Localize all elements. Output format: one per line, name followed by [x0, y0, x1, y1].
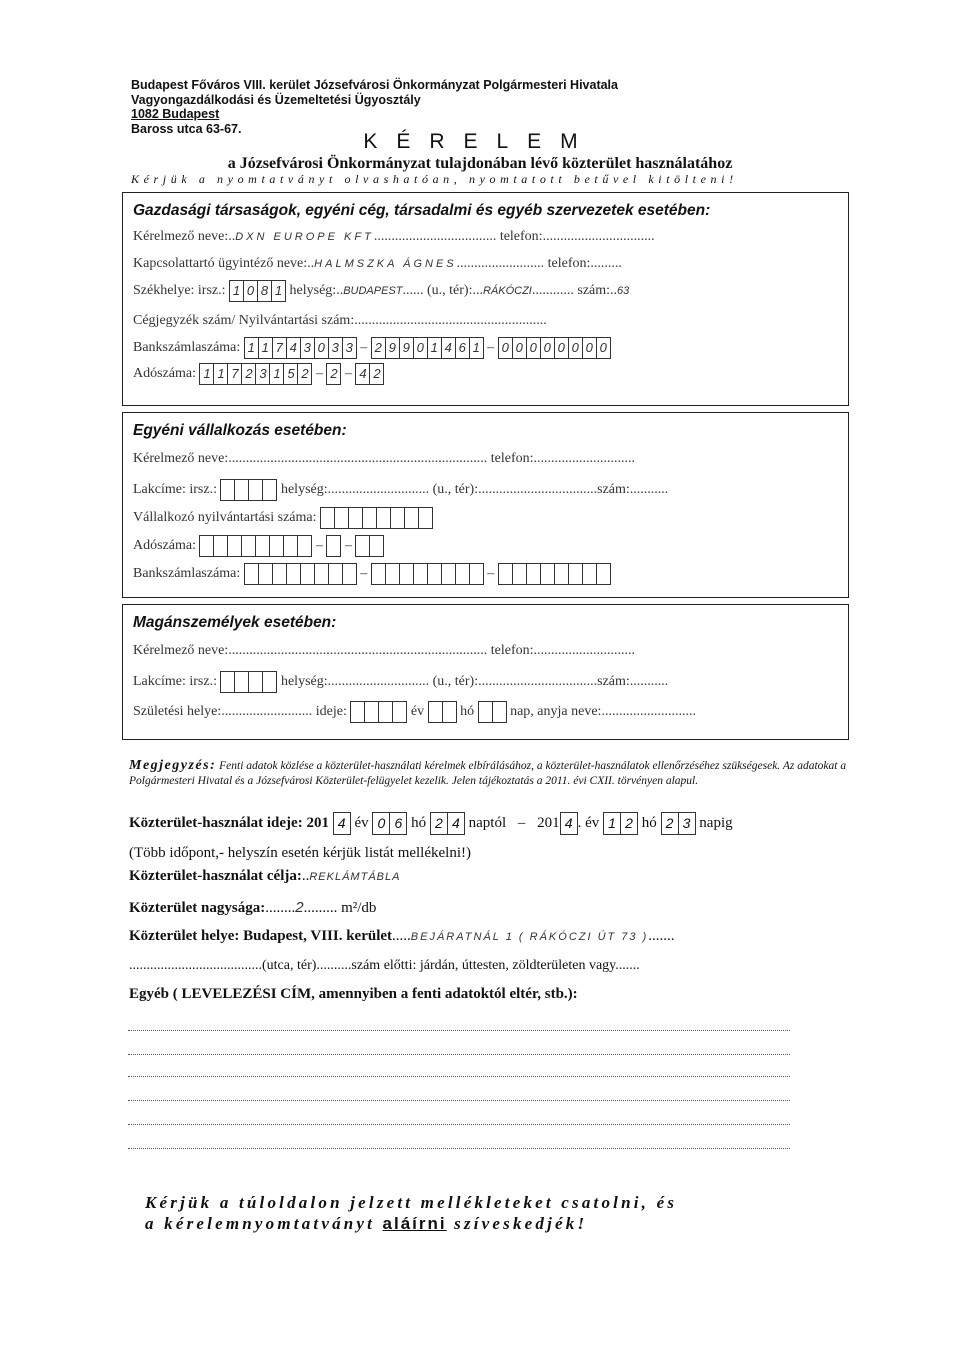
private-month-label: hó	[460, 704, 475, 720]
digit-cell[interactable]	[284, 535, 298, 557]
digit-cell[interactable]	[391, 507, 405, 529]
digit-cell[interactable]	[569, 563, 583, 585]
other-line-4[interactable]	[128, 1100, 790, 1101]
usage-start-day-cells[interactable]	[430, 812, 465, 835]
sole-tax-group3[interactable]	[355, 535, 384, 557]
digit-cell[interactable]	[371, 563, 386, 585]
usage-end-month-cells[interactable]	[603, 812, 638, 835]
company-bank-group3[interactable]	[498, 337, 611, 359]
company-applicant-label: Kérelmező neve:	[133, 229, 229, 244]
form-instruction: Kérjük a nyomtatványt olvashatóan, nyomtatott betűvel kitölteni!	[131, 172, 738, 186]
usage-surface-label: szám előtti: járdán, úttesten, zöldterületen vagy	[351, 958, 616, 973]
digit-cell[interactable]	[379, 701, 393, 723]
section-sole-title: Egyéni vállalkozás esetében:	[133, 422, 347, 439]
company-bank-label: Bankszámlaszáma:	[133, 340, 241, 356]
company-seat-row: Székhelye: irsz.: 1 0 8 1 helység:..BUDAPEST...... (u., tér):...RÁKÓCZI............ szám:..63	[133, 280, 629, 302]
company-tax-group2[interactable]	[326, 363, 341, 385]
digit-cell[interactable]: 0	[569, 337, 583, 359]
digit-cell[interactable]	[541, 563, 555, 585]
digit-cell[interactable]: 2	[242, 363, 256, 385]
digit-cell[interactable]	[320, 507, 335, 529]
digit-cell[interactable]: 1	[428, 337, 442, 359]
digit-cell[interactable]: 1	[270, 363, 284, 385]
digit-cell[interactable]	[326, 535, 341, 557]
sole-registry-cells[interactable]	[320, 507, 433, 529]
digit-cell[interactable]	[583, 563, 597, 585]
digit-cell[interactable]: 4	[355, 363, 370, 385]
digit-cell[interactable]	[393, 701, 407, 723]
usage-date-row	[129, 812, 733, 835]
other-line-2[interactable]	[128, 1054, 790, 1055]
usage-end-day-cells[interactable]	[661, 812, 696, 835]
sole-bank-group1[interactable]	[244, 563, 357, 585]
private-postcode-cells[interactable]	[220, 671, 277, 693]
digit-cell[interactable]: 3	[329, 337, 343, 359]
company-applicant-value[interactable]: DXN EUROPE KFT	[235, 231, 374, 243]
section-company-title: Gazdasági társaságok, egyéni cég, társadalmi és egyéb szervezetek esetében:	[133, 202, 711, 219]
digit-cell[interactable]	[386, 563, 400, 585]
sole-tax-group1[interactable]	[199, 535, 312, 557]
digit-cell[interactable]: 2	[298, 363, 312, 385]
company-number-value[interactable]: 63	[617, 285, 630, 298]
footer-line1: Kérjük a túloldalon jelzett mellékleteket csatolni, és	[145, 1193, 678, 1212]
digit-cell[interactable]	[365, 701, 379, 723]
other-line-6[interactable]	[128, 1148, 790, 1149]
usage-end-month-label: hó	[641, 814, 657, 831]
usage-year-label: év	[354, 814, 369, 831]
digit-cell[interactable]: 1	[470, 337, 484, 359]
sole-registry-row	[133, 507, 433, 529]
header-line2: Vagyongazdálkodási és Üzemeltetési Ügyosztály	[131, 92, 421, 107]
usage-from-label: naptól	[468, 814, 507, 831]
digit-cell[interactable]	[470, 563, 484, 585]
digit-cell[interactable]	[220, 479, 235, 501]
digit-cell[interactable]	[335, 507, 349, 529]
digit-cell[interactable]	[597, 563, 611, 585]
digit-cell[interactable]	[443, 701, 457, 723]
company-street-value[interactable]: RÁKÓCZI	[482, 285, 532, 298]
usage-size-row: Közterület nagysága:........2......... m²/db	[129, 899, 377, 916]
digit-cell[interactable]	[349, 507, 363, 529]
digit-cell[interactable]	[249, 479, 263, 501]
sole-city-label: helység:	[280, 482, 328, 498]
digit-cell[interactable]: 2	[430, 812, 448, 835]
private-address-label: Lakcíme: irsz.:	[133, 674, 217, 690]
private-street-label: (u., tér):	[432, 674, 479, 690]
digit-cell[interactable]: 2	[661, 812, 679, 835]
digit-cell[interactable]: 4	[287, 337, 301, 359]
digit-cell[interactable]: 0	[527, 337, 541, 359]
usage-date-label: Közterület-használat ideje: 201	[129, 814, 329, 831]
sole-applicant-label: Kérelmező neve:	[133, 451, 229, 466]
digit-cell[interactable]	[555, 563, 569, 585]
digit-cell[interactable]	[329, 563, 343, 585]
digit-cell[interactable]	[428, 701, 443, 723]
digit-cell[interactable]	[263, 479, 277, 501]
digit-cell[interactable]: 0	[555, 337, 569, 359]
company-contact-value[interactable]: HALMSZKA ÁGNES	[314, 258, 457, 270]
company-number-label: szám:	[577, 283, 611, 299]
private-birth-day-cells[interactable]	[478, 701, 507, 723]
other-line-3[interactable]	[128, 1076, 790, 1077]
digit-cell[interactable]	[478, 701, 493, 723]
digit-cell[interactable]: 0	[244, 280, 258, 302]
digit-cell[interactable]	[287, 563, 301, 585]
privacy-note	[129, 758, 849, 789]
usage-location-row: Közterület helye: Budapest, VIII. kerület.....BEJÁRATNÁL 1 ( RÁKÓCZI ÚT 73 ).......	[129, 928, 675, 944]
footer-text	[145, 1192, 677, 1234]
sole-number-label: szám:	[597, 482, 630, 498]
usage-month-label: hó	[411, 814, 427, 831]
sole-bank-row: Bankszámlaszáma: – –	[133, 563, 611, 585]
digit-cell[interactable]	[249, 671, 263, 693]
digit-cell[interactable]: 2	[371, 337, 386, 359]
section-company	[122, 192, 849, 406]
header-line4: Baross utca 63-67.	[131, 121, 242, 136]
digit-cell[interactable]	[363, 507, 377, 529]
private-birth-month-cells[interactable]	[428, 701, 457, 723]
digit-cell[interactable]	[235, 671, 249, 693]
digit-cell[interactable]: 4	[333, 812, 351, 835]
digit-cell[interactable]	[343, 563, 357, 585]
usage-end-year-cells[interactable]	[560, 812, 578, 835]
digit-cell[interactable]	[456, 563, 470, 585]
usage-location-value[interactable]: BEJÁRATNÁL 1 ( RÁKÓCZI ÚT 73 )	[410, 931, 649, 943]
private-address-row: Lakcíme: irsz.: helység:............................. (u., tér):..................................szám:...........	[133, 671, 668, 693]
private-year-label: év	[410, 704, 425, 720]
digit-cell[interactable]: 9	[400, 337, 414, 359]
digit-cell[interactable]: 6	[390, 812, 407, 835]
sole-bank-label: Bankszámlaszáma:	[133, 566, 241, 582]
digit-cell[interactable]: 6	[456, 337, 470, 359]
digit-cell[interactable]	[498, 563, 513, 585]
usage-purpose-label: Közterület-használat célja:	[129, 868, 302, 884]
company-postcode-cells[interactable]	[229, 280, 286, 302]
sole-registry-label: Vállalkozó nyilvántartási száma:	[133, 510, 317, 526]
digit-cell[interactable]: 1	[229, 280, 244, 302]
private-phone-label: telefon:	[490, 643, 534, 658]
private-birthdate-label: ideje:	[315, 704, 347, 720]
digit-cell[interactable]	[220, 671, 235, 693]
usage-street-label: (utca, tér)	[262, 958, 317, 973]
company-tax-label: Adószáma:	[133, 366, 196, 382]
digit-cell[interactable]	[301, 563, 315, 585]
digit-cell[interactable]: 3	[679, 812, 696, 835]
usage-end-year-label: . év	[577, 814, 600, 831]
sole-bank-group3[interactable]	[498, 563, 611, 585]
usage-purpose-value[interactable]: REKLÁMTÁBLA	[309, 871, 401, 883]
sole-bank-group2[interactable]	[371, 563, 484, 585]
digit-cell[interactable]	[244, 563, 259, 585]
digit-cell[interactable]: 1	[199, 363, 214, 385]
digit-cell[interactable]	[527, 563, 541, 585]
usage-size-label: Közterület nagysága:	[129, 900, 266, 916]
digit-cell[interactable]	[400, 563, 414, 585]
digit-cell[interactable]: 4	[448, 812, 465, 835]
private-birth-row: Születési helye:.......................... ideje: év hó nap, anyja neve:...........................	[133, 701, 696, 723]
company-seat-label: Székhelye: irsz.:	[133, 283, 226, 299]
digit-cell[interactable]: 2	[326, 363, 341, 385]
company-bank-group2[interactable]	[371, 337, 484, 359]
usage-location-label: Közterület helye: Budapest, VIII. kerület	[129, 928, 393, 944]
usage-purpose-row: Közterület-használat célja:..REKLÁMTÁBLA	[129, 868, 401, 884]
digit-cell[interactable]	[235, 479, 249, 501]
digit-cell[interactable]: 9	[386, 337, 400, 359]
digit-cell[interactable]	[370, 535, 384, 557]
usage-size-value[interactable]: 2	[295, 899, 304, 916]
usage-multi-note: (Több időpont,- helyszín esetén kérjük listát mellékelni!)	[129, 845, 471, 861]
company-registry-label: Cégjegyzék szám/ Nyilvántartási szám:	[133, 313, 355, 328]
company-contact-row: Kapcsolattartó ügyintéző neve:..HALMSZKA ÁGNES......................... telefon:.........	[133, 256, 622, 271]
other-line-1[interactable]	[128, 1030, 790, 1031]
digit-cell[interactable]	[405, 507, 419, 529]
usage-street-row: ......................................(utca, tér)..........szám előtti: járdán, úttesten, zöldterületen vagy.......	[129, 958, 640, 973]
sole-address-row: Lakcíme: irsz.: helység:............................. (u., tér):..................................szám:...........	[133, 479, 668, 501]
usage-dash: –	[517, 814, 526, 831]
sole-postcode-cells[interactable]	[220, 479, 277, 501]
private-applicant-row: Kérelmező neve:.......................................................................... telefon:.............................	[133, 643, 635, 658]
digit-cell[interactable]	[377, 507, 391, 529]
usage-start-year-cells[interactable]	[333, 812, 351, 835]
digit-cell[interactable]	[214, 535, 228, 557]
digit-cell[interactable]: 3	[343, 337, 357, 359]
digit-cell[interactable]: 1	[603, 812, 621, 835]
digit-cell[interactable]: 1	[244, 337, 259, 359]
usage-size-unit: m²/db	[341, 900, 377, 916]
digit-cell[interactable]: 2	[370, 363, 384, 385]
company-city-label: helység:	[289, 283, 337, 299]
private-city-label: helység:	[280, 674, 328, 690]
sole-phone-label: telefon:	[490, 451, 534, 466]
company-tax-group1[interactable]	[199, 363, 312, 385]
digit-cell[interactable]: 0	[498, 337, 513, 359]
company-street-label: (u., tér):	[426, 283, 473, 299]
digit-cell[interactable]	[414, 563, 428, 585]
private-birthplace-label: Születési helye:	[133, 704, 222, 720]
section-private-title: Magánszemélyek esetében:	[133, 614, 337, 631]
digit-cell[interactable]	[419, 507, 433, 529]
digit-cell[interactable]	[273, 563, 287, 585]
note-text: Fenti adatok közlése a közterület-használati kérelmek elbírálásához, a közterület-használatok ellenőrzéséhez szükségesek. Az adatokat a Polgármesteri Hivatal és a Józsefvárosi Közterület-felügyelet kezelik. Jelen tájékoztatás a 2011. évi CXII. törvényen alapul.	[129, 760, 847, 787]
company-registry-row: Cégjegyzék szám/ Nyilvántartási szám:.......................................................	[133, 313, 547, 328]
sole-street-label: (u., tér):	[432, 482, 479, 498]
sole-address-label: Lakcíme: irsz.:	[133, 482, 217, 498]
digit-cell[interactable]: 0	[372, 812, 390, 835]
sole-tax-group2[interactable]	[326, 535, 341, 557]
header-line1: Budapest Főváros VIII. kerület Józsefvárosi Önkormányzat Polgármesteri Hivatala	[131, 78, 618, 92]
private-applicant-label: Kérelmező neve:	[133, 643, 229, 658]
digit-cell[interactable]: 5	[284, 363, 298, 385]
section-sole-proprietor	[122, 412, 849, 598]
footer-line2-part3: szíveskedjék!	[454, 1214, 588, 1233]
private-number-label: szám:	[597, 674, 630, 690]
digit-cell[interactable]: 8	[258, 280, 272, 302]
footer-sign-word: aláírni	[382, 1214, 447, 1233]
digit-cell[interactable]: 7	[228, 363, 242, 385]
footer-line2	[145, 1213, 677, 1234]
sole-applicant-row: Kérelmező neve:.......................................................................... telefon:.............................	[133, 451, 635, 466]
company-tax-row: Adószáma: 1 1 7 2 3 1 5 2 – 2 – 4 2	[133, 363, 384, 385]
sole-tax-row: Adószáma: – –	[133, 535, 384, 557]
digit-cell[interactable]	[442, 563, 456, 585]
digit-cell[interactable]: 2	[621, 812, 638, 835]
digit-cell[interactable]: 3	[301, 337, 315, 359]
form-title: KÉRELEM	[363, 130, 597, 153]
digit-cell[interactable]	[513, 563, 527, 585]
company-bank-group1[interactable]	[244, 337, 357, 359]
digit-cell[interactable]: 7	[273, 337, 287, 359]
footer-line2-part1: a kérelemnyomtatványt	[145, 1214, 376, 1233]
digit-cell[interactable]: 3	[256, 363, 270, 385]
sole-tax-label: Adószáma:	[133, 538, 196, 554]
company-city-value[interactable]: BUDAPEST	[343, 285, 403, 298]
usage-other-label: Egyéb ( LEVELEZÉSI CÍM, amennyiben a fenti adatoktól eltér, stb.):	[129, 986, 578, 1002]
digit-cell[interactable]: 1	[259, 337, 273, 359]
company-contact-phone-label: telefon:	[547, 256, 591, 271]
digit-cell[interactable]	[228, 535, 242, 557]
digit-cell[interactable]: 1	[214, 363, 228, 385]
digit-cell[interactable]: 4	[560, 812, 578, 835]
digit-cell[interactable]	[199, 535, 214, 557]
digit-cell[interactable]: 4	[442, 337, 456, 359]
digit-cell[interactable]: 0	[513, 337, 527, 359]
company-applicant-row: Kérelmező neve:..DXN EUROPE KFT................................... telefon:................................	[133, 229, 655, 244]
digit-cell[interactable]: 1	[272, 280, 286, 302]
digit-cell[interactable]	[263, 671, 277, 693]
company-tax-group3[interactable]	[355, 363, 384, 385]
private-mother-label: nap, anyja neve:	[510, 704, 602, 720]
digit-cell[interactable]: 0	[541, 337, 555, 359]
usage-to-label: napig	[699, 814, 733, 831]
company-phone-label: telefon:	[499, 229, 543, 244]
digit-cell[interactable]	[259, 563, 273, 585]
company-contact-label: Kapcsolattartó ügyintéző neve:	[133, 256, 308, 271]
private-birth-year-cells[interactable]	[350, 701, 407, 723]
office-header	[131, 78, 618, 136]
digit-cell[interactable]: 0	[597, 337, 611, 359]
digit-cell[interactable]	[493, 701, 507, 723]
company-bank-row: Bankszámlaszáma: 1 1 7 4 3 0 3 3 – 2 9 9 0 1 4 6 1 – 0 0 0 0 0 0 0 0	[133, 337, 611, 359]
digit-cell[interactable]	[315, 563, 329, 585]
digit-cell[interactable]	[270, 535, 284, 557]
digit-cell[interactable]	[256, 535, 270, 557]
usage-end-prefix: 201	[537, 814, 560, 831]
digit-cell[interactable]: 0	[583, 337, 597, 359]
form-subtitle: a Józsefvárosi Önkormányzat tulajdonában lévő közterület használatához	[227, 155, 733, 172]
digit-cell[interactable]	[298, 535, 312, 557]
section-private-person	[122, 604, 849, 740]
digit-cell[interactable]: 0	[414, 337, 428, 359]
digit-cell[interactable]: 0	[315, 337, 329, 359]
note-label: Megjegyzés:	[129, 758, 217, 773]
other-line-5[interactable]	[128, 1124, 790, 1125]
header-line3: 1082 Budapest	[131, 107, 220, 121]
digit-cell[interactable]	[242, 535, 256, 557]
digit-cell[interactable]	[350, 701, 365, 723]
usage-start-month-cells[interactable]	[372, 812, 407, 835]
digit-cell[interactable]	[428, 563, 442, 585]
digit-cell[interactable]	[355, 535, 370, 557]
